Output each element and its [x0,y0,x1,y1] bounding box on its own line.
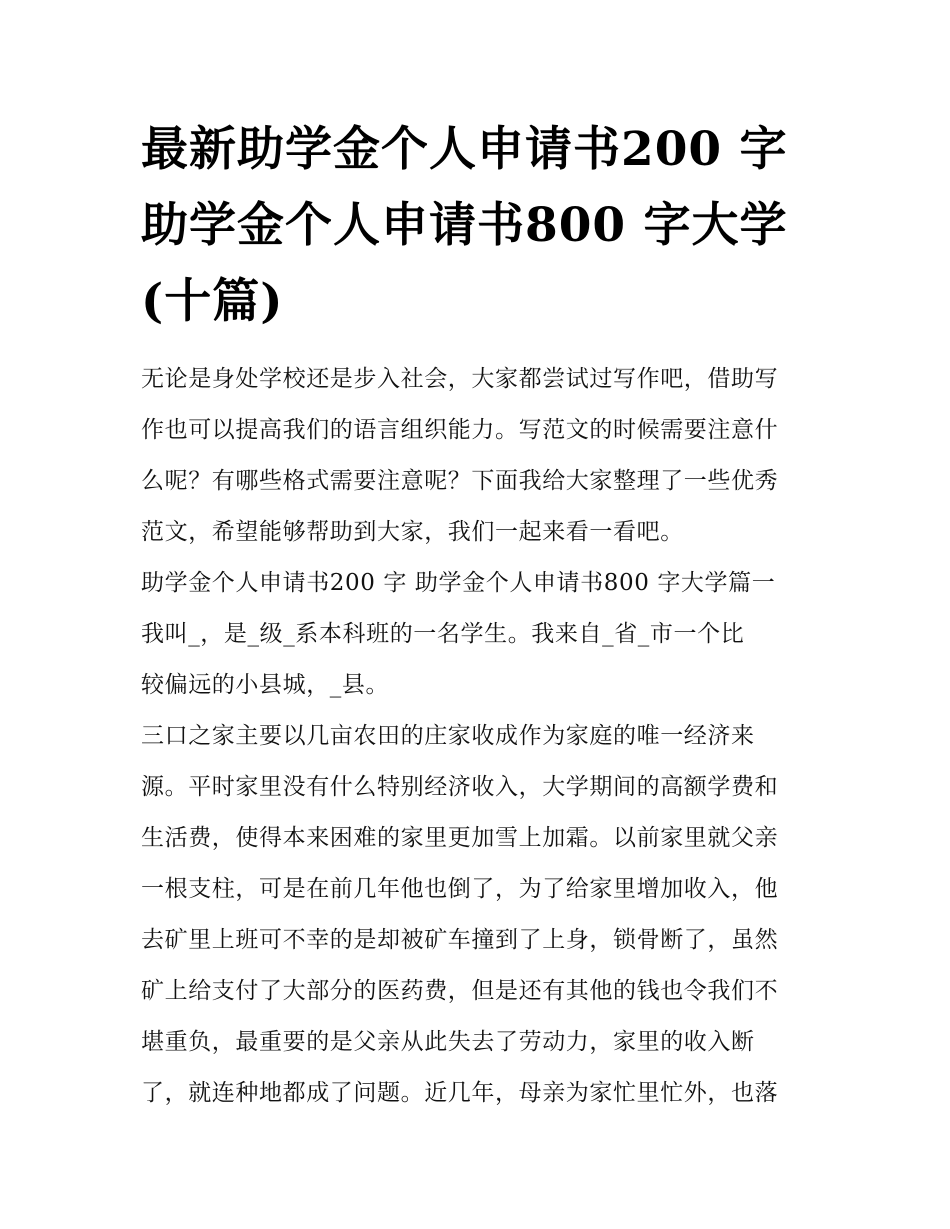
document-title [141,112,821,340]
text-line: 较偏远的小县城，_县。 [141,672,390,698]
title-line: 最新助学金个人申请书200 字 [141,122,788,177]
text-line: 作也可以提高我们的语言组织能力。写范文的时候需要注意什 [141,417,779,443]
text-line: 无论是身处学校还是步入社会，大家都尝试过写作吧，借助写 [141,366,779,392]
title-line: 助学金个人申请书800 字大学 [141,198,788,253]
text-line: 生活费，使得本来困难的家里更加雪上加霜。以前家里就父亲 [141,825,779,851]
text-line: 一根支柱，可是在前几年他也倒了，为了给家里增加收入，他 [141,876,779,902]
text-line: 我叫_，是_级_系本科班的一名学生。我来自_省_市一个比 [141,621,745,647]
text-line: 去矿里上班可不幸的是却被矿车撞到了上身，锁骨断了，虽然 [141,927,779,953]
title-line: (十篇) [141,274,284,329]
intro-paragraph [141,354,821,558]
self-intro-paragraph [141,609,821,711]
text-line: 三口之家主要以几亩农田的庄家收成作为家庭的唯一经济来 [141,723,755,749]
family-paragraph [141,711,821,1119]
text-line: 源。平时家里没有什么特别经济收入，大学期间的高额学费和 [141,774,779,800]
document-body [141,354,821,1119]
text-line: 么呢？有哪些格式需要注意呢？下面我给大家整理了一些优秀 [141,468,779,494]
text-line: 堪重负，最重要的是父亲从此失去了劳动力，家里的收入断 [141,1029,755,1055]
section-heading-paragraph [141,558,821,609]
text-line: 范文，希望能够帮助到大家，我们一起来看一看吧。 [141,519,684,545]
text-line: 了，就连种地都成了问题。近几年，母亲为家忙里忙外，也落 [141,1080,779,1106]
text-line: 矿上给支付了大部分的医药费，但是还有其他的钱也令我们不 [141,978,779,1004]
section-heading: 助学金个人申请书200 字 助学金个人申请书800 字大学篇一 [141,570,776,596]
